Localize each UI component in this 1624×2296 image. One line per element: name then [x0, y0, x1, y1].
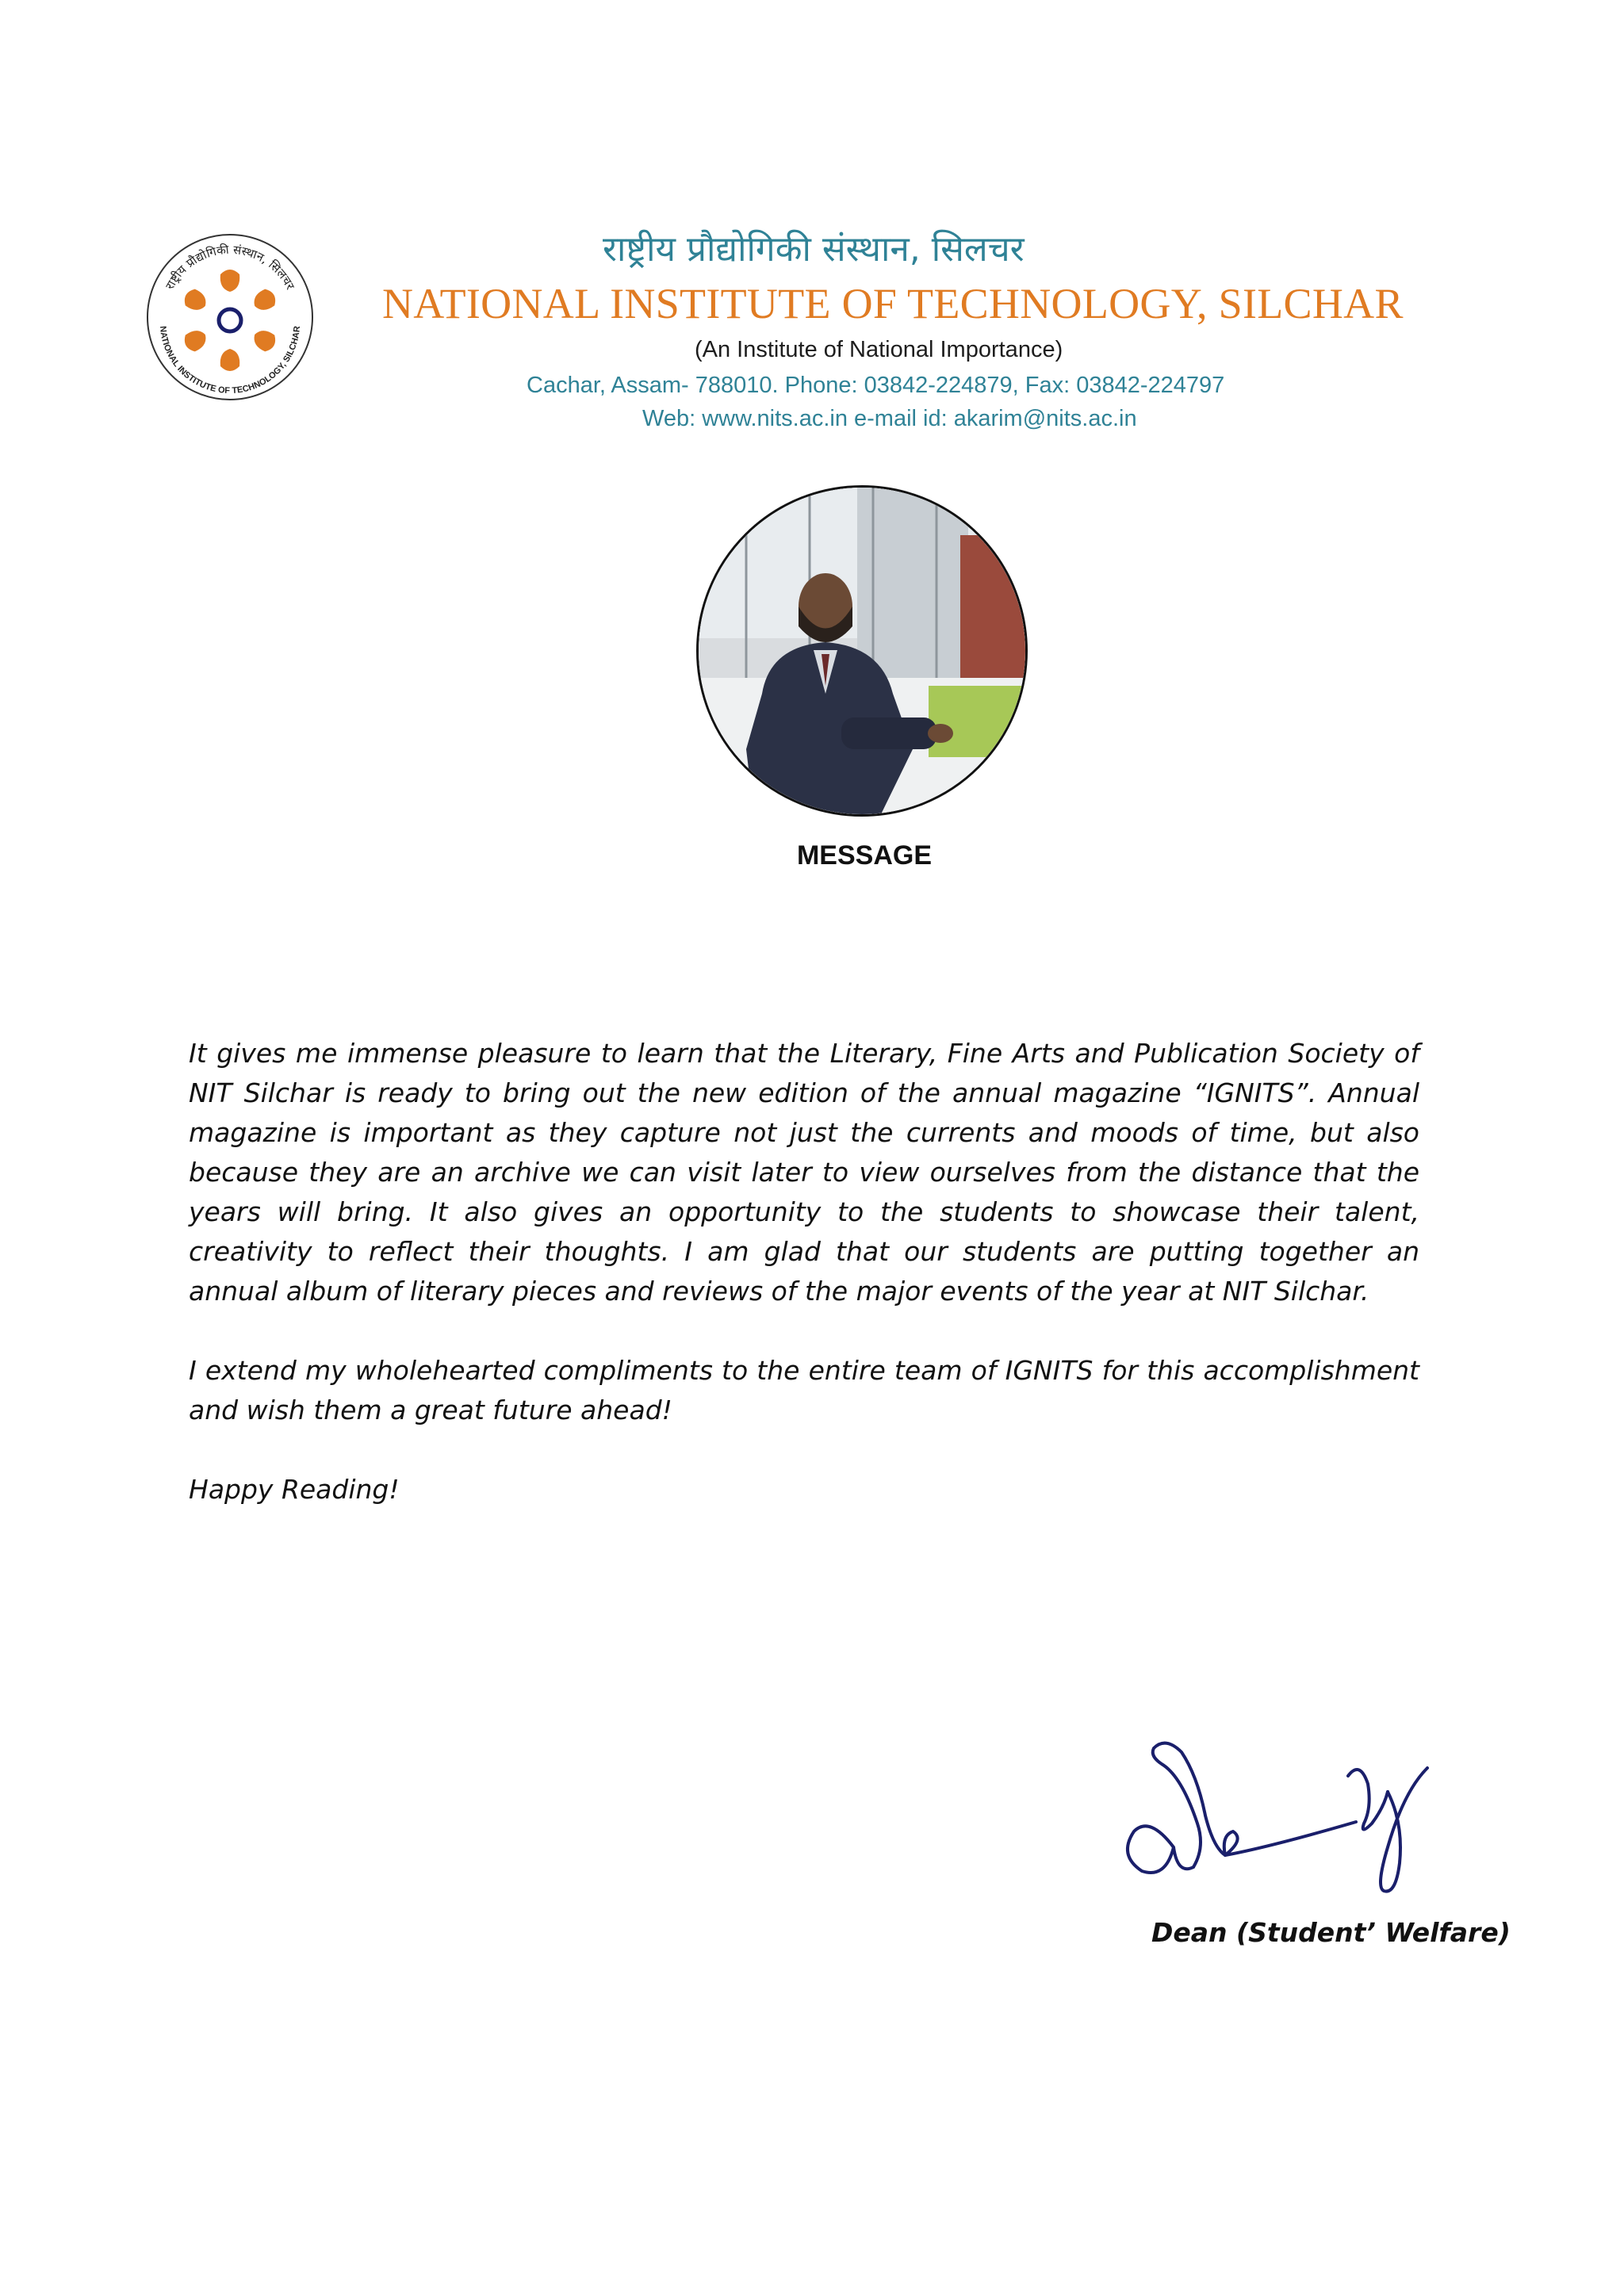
institute-tagline: (An Institute of National Importance)	[695, 337, 1063, 362]
message-paragraph: It gives me immense pleasure to learn that the Literary, Fine Arts and Publication Society of NIT Silchar is ready to bring out the new edition of the annual magazine “IGNITS”. Annual magazine is important as they capture not just the currents and moods of time, but also because they are an archive we can visit later to view ourselves from the distance that the years will bring. It also gives an opportunity to the students to showcase their talent, creativity to reflect their thoughts. I am glad that our students are putting together an annual album of literary pieces and reviews of the major events of the year at NIT Silchar.	[189, 1038, 1419, 1307]
institute-web-email: Web: www.nits.ac.in e-mail id: akarim@nits.ac.in	[642, 406, 1137, 431]
institute-name-hindi: राष्ट्रीय प्रौद्योगिकी संस्थान, सिलचर	[603, 229, 1025, 270]
portrait-photo	[696, 485, 1028, 817]
message-title: MESSAGE	[796, 840, 933, 871]
signatory-designation: Dean (Student’ Welfare)	[1151, 1917, 1511, 1948]
institute-address: Cachar, Assam- 788010. Phone: 03842-224879, Fax: 03842-224797	[527, 373, 1225, 398]
institute-name-english: NATIONAL INSTITUTE OF TECHNOLOGY, SILCHAR	[382, 280, 1404, 327]
message-paragraph: I extend my wholehearted compliments to the entire team of IGNITS for this accomplishment and wish them a great future ahead!	[189, 1355, 1419, 1425]
message-body	[189, 1034, 1419, 1549]
handwritten-signature	[1086, 1728, 1467, 1903]
message-closing: Happy Reading!	[189, 1474, 400, 1505]
institute-emblem-icon	[143, 230, 317, 404]
emblem-ring-text-top: राष्ट्रीय प्रौद्योगिकी संस्थान, सिलचर	[162, 242, 298, 293]
emblem-ring-text-bottom: NATIONAL INSTITUTE OF TECHNOLOGY, SILCHAR	[157, 325, 303, 396]
